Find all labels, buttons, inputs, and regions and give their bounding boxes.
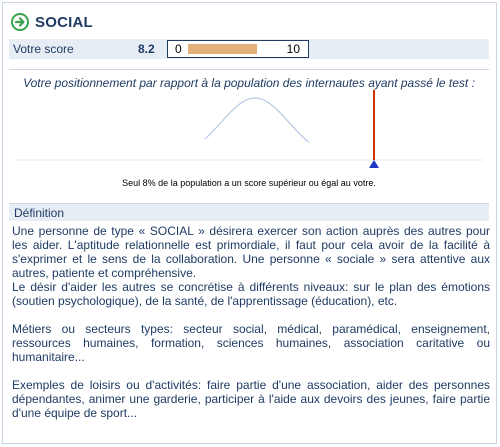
profile-panel — [2, 2, 497, 444]
positioning-section — [9, 69, 489, 194]
score-bar-fill — [188, 44, 257, 54]
positioning-note: Seul 8% de la population a un score supérieur ou égal au votre. — [122, 178, 376, 188]
distribution-chart — [9, 90, 489, 176]
green-arrow-circle-icon — [11, 13, 29, 31]
definition-paragraph: Une personne de type « SOCIAL » désirera exercer son action auprès des autres pour les aider. L'aptitude relationnelle est primordiale, il faut pour cela avoir de la facilité à s'exprimer et le sens de la collaboration. Une personne « sociale » sera attentive aux autres, patiente et compréhensive. — [12, 224, 490, 280]
score-value: 8.2 — [138, 42, 155, 56]
score-bar-track — [188, 44, 272, 54]
score-row — [9, 39, 489, 59]
score-label: Votre score — [13, 42, 74, 56]
definition-heading — [9, 203, 489, 221]
definition-heading-label: Définition — [14, 206, 65, 220]
profile-header — [11, 12, 93, 32]
positioning-caption: Votre positionnement par rapport à la population des internautes ayant passé le test : — [23, 76, 475, 90]
profile-title: SOCIAL — [35, 13, 93, 31]
definition-paragraph: Le désir d'aider les autres se concrétise à différents niveaux: sur le plan des émotions (soutien psychologique), de la santé, de l'apprentissage (éducation), etc. — [12, 280, 490, 308]
definition-paragraph: Exemples de loisirs ou d'activités: faire partie d'une association, aider des personnes dépendantes, animer une garderie, participer à l'aide aux devoirs des jeunes, faire partie d'une équipe de sport... — [12, 378, 490, 420]
score-min: 0 — [175, 42, 182, 56]
score-marker-triangle — [369, 160, 379, 168]
score-max: 10 — [286, 42, 300, 56]
definition-body — [12, 224, 490, 420]
distribution-curve — [205, 98, 309, 142]
definition-paragraph: Métiers ou secteurs types: secteur social, médical, paramédical, enseignement, ressources humaines, formation, sciences humaines, association caritative ou humanitaire... — [12, 322, 490, 364]
score-gauge — [167, 40, 309, 58]
